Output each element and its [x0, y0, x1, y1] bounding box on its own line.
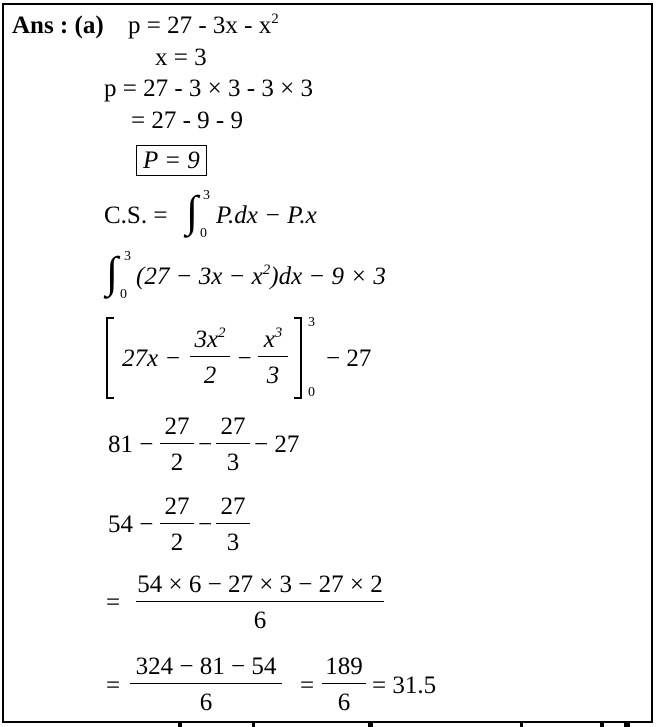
evaluation-lower-limit: 0: [308, 385, 315, 400]
minus-sign: −: [198, 511, 213, 538]
step2-term1: 27x −: [122, 345, 182, 372]
integral-lower-limit: 0: [200, 226, 207, 241]
equals-sign: =: [106, 672, 121, 699]
consumer-surplus-label: C.S. =: [104, 202, 168, 229]
fraction-numerator: 27: [164, 493, 190, 520]
fraction-numerator: x: [263, 326, 275, 353]
step6-fraction2: [322, 654, 366, 715]
step4-fraction1: [160, 494, 194, 555]
integral-sign: ∫: [106, 248, 119, 297]
equals-sign: =: [300, 672, 315, 699]
step3-lead: 81 −: [108, 431, 154, 458]
step5-fraction: [136, 572, 384, 633]
step4-fraction2: [216, 494, 250, 555]
fraction-denominator: 2: [170, 449, 184, 476]
fraction-denominator: 3: [266, 362, 280, 389]
equation-demand: [128, 13, 279, 38]
fraction-denominator: 6: [253, 607, 267, 634]
fraction-numerator: 3x: [194, 326, 219, 353]
cropped-text-fragments: [0, 718, 658, 727]
exponent: 2: [218, 325, 226, 341]
exponent: 3: [274, 325, 283, 341]
step3-fraction1: [160, 414, 194, 475]
step2-tail: − 27: [326, 345, 372, 372]
fraction-denominator: 6: [337, 689, 351, 716]
fraction-denominator: 6: [199, 689, 213, 716]
equation-substitution: p = 27 - 3 × 3 - 3 × 3: [104, 75, 313, 102]
right-bracket: [294, 317, 302, 399]
fraction-denominator: 2: [170, 529, 184, 556]
integral-upper-limit: 3: [124, 249, 131, 264]
equals-sign: =: [106, 589, 121, 616]
integral-lower-limit: 0: [120, 287, 127, 302]
fraction-numerator: 27: [220, 493, 246, 520]
fraction-numerator: 27: [220, 413, 246, 440]
exponent: 2: [262, 262, 271, 278]
fraction-denominator: 2: [203, 362, 217, 389]
integral-sign: ∫: [186, 187, 199, 236]
step3-tail: − 27: [254, 431, 300, 458]
evaluation-upper-limit: 3: [308, 315, 315, 330]
consumer-surplus-integrand: P.dx − P.x: [216, 202, 317, 229]
equation-x-value: x = 3: [155, 44, 207, 71]
step3-fraction2: [216, 414, 250, 475]
step2-fraction1: [190, 327, 230, 388]
step1-expression-b: )dx − 9 × 3: [270, 263, 386, 290]
equation-demand-text: p = 27 - 3x - x: [128, 12, 272, 39]
minus-sign: −: [236, 345, 253, 372]
fraction-numerator: 189: [325, 653, 363, 680]
equation-simplify: = 27 - 9 - 9: [131, 107, 243, 134]
step2-fraction2: [258, 327, 288, 388]
step4-lead: 54 −: [108, 511, 154, 538]
exponent: 2: [271, 11, 279, 27]
step1-expression: [136, 264, 386, 289]
integral-upper-limit: 3: [203, 188, 210, 203]
fraction-denominator: 3: [226, 529, 240, 556]
answer-label: Ans : (a): [12, 12, 104, 39]
left-bracket: [106, 317, 114, 399]
minus-sign: −: [198, 431, 213, 458]
final-result: = 31.5: [372, 672, 437, 699]
fraction-numerator: 54 × 6 − 27 × 3 − 27 × 2: [137, 571, 383, 598]
step1-expression-a: (27 − 3x − x: [136, 263, 263, 290]
fraction-numerator: 324 − 81 − 54: [135, 653, 277, 680]
fraction-numerator: 27: [164, 413, 190, 440]
fraction-denominator: 3: [226, 449, 240, 476]
step6-fraction1: [130, 654, 282, 715]
boxed-price: P = 9: [136, 145, 207, 176]
